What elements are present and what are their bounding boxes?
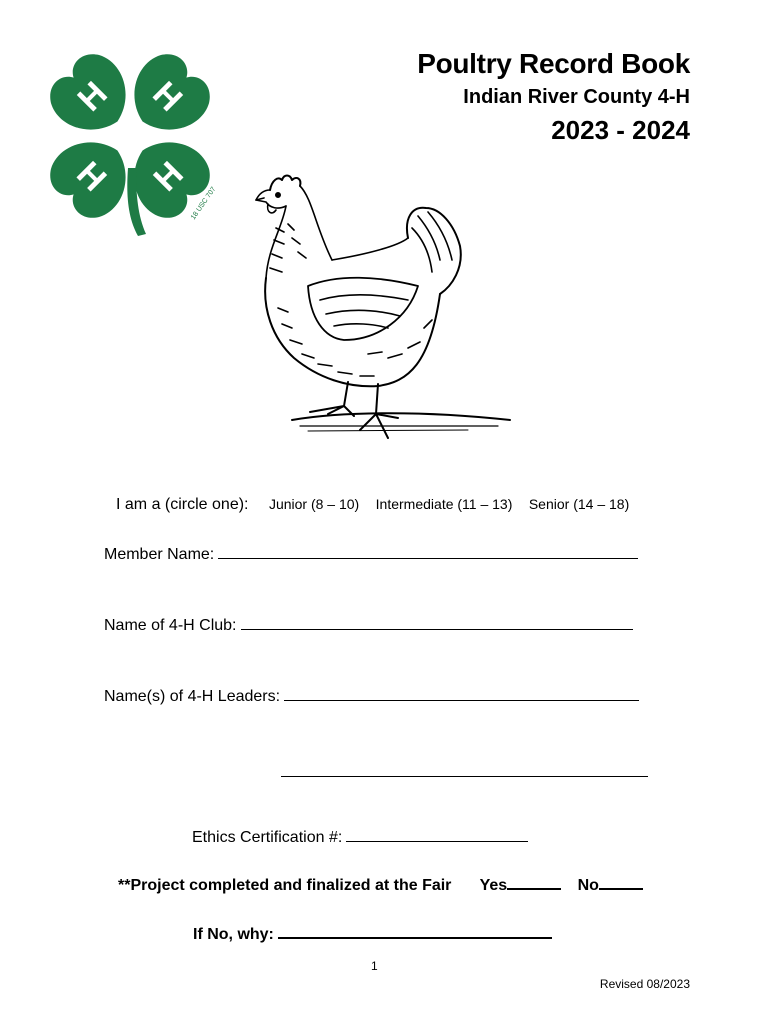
if-no-label: If No, why: bbox=[193, 926, 274, 943]
member-name-row bbox=[104, 544, 638, 564]
if-no-field[interactable] bbox=[278, 924, 552, 939]
leaders-field-second-line[interactable] bbox=[281, 766, 648, 777]
leaders-label: Name(s) of 4-H Leaders: bbox=[104, 688, 281, 705]
member-name-field[interactable] bbox=[218, 544, 638, 559]
svg-text:18 USC 707: 18 USC 707 bbox=[189, 185, 218, 222]
svg-text:H: H bbox=[70, 74, 115, 119]
member-name-label: Member Name: bbox=[104, 546, 215, 563]
page-number: 1 bbox=[371, 959, 378, 973]
revision-date: Revised 08/2023 bbox=[599, 977, 690, 991]
yes-label: Yes bbox=[479, 877, 508, 894]
no-label: No bbox=[577, 877, 599, 894]
ethics-label: Ethics Certification #: bbox=[192, 829, 343, 846]
svg-text:H: H bbox=[146, 154, 191, 199]
no-field[interactable] bbox=[599, 875, 643, 890]
club-name-label: Name of 4-H Club: bbox=[104, 617, 237, 634]
age-group-prompt: I am a (circle one): bbox=[116, 496, 249, 513]
project-completed-label: **Project completed and finalized at the Fair bbox=[118, 877, 452, 894]
leaders-field[interactable] bbox=[284, 686, 639, 701]
age-group-row bbox=[116, 496, 629, 514]
page-title: Poultry Record Book bbox=[417, 48, 690, 79]
county-subtitle: Indian River County 4-H bbox=[463, 86, 690, 108]
club-name-field[interactable] bbox=[241, 615, 633, 630]
hen-illustration bbox=[248, 168, 518, 463]
yes-field[interactable] bbox=[507, 875, 561, 890]
project-completed-row bbox=[118, 875, 643, 895]
leaders-row bbox=[104, 686, 639, 706]
svg-text:H: H bbox=[69, 154, 114, 199]
if-no-row bbox=[193, 924, 552, 944]
club-name-row bbox=[104, 615, 633, 635]
four-h-clover-logo bbox=[44, 48, 224, 238]
svg-text:H: H bbox=[145, 74, 190, 119]
age-option-intermediate[interactable]: Intermediate (11 – 13) bbox=[375, 496, 513, 512]
ethics-row bbox=[192, 827, 528, 847]
program-year: 2023 - 2024 bbox=[551, 115, 690, 145]
ethics-field[interactable] bbox=[346, 827, 528, 842]
age-option-junior[interactable]: Junior (8 – 10) bbox=[268, 496, 360, 512]
age-option-senior[interactable]: Senior (14 – 18) bbox=[528, 496, 630, 512]
